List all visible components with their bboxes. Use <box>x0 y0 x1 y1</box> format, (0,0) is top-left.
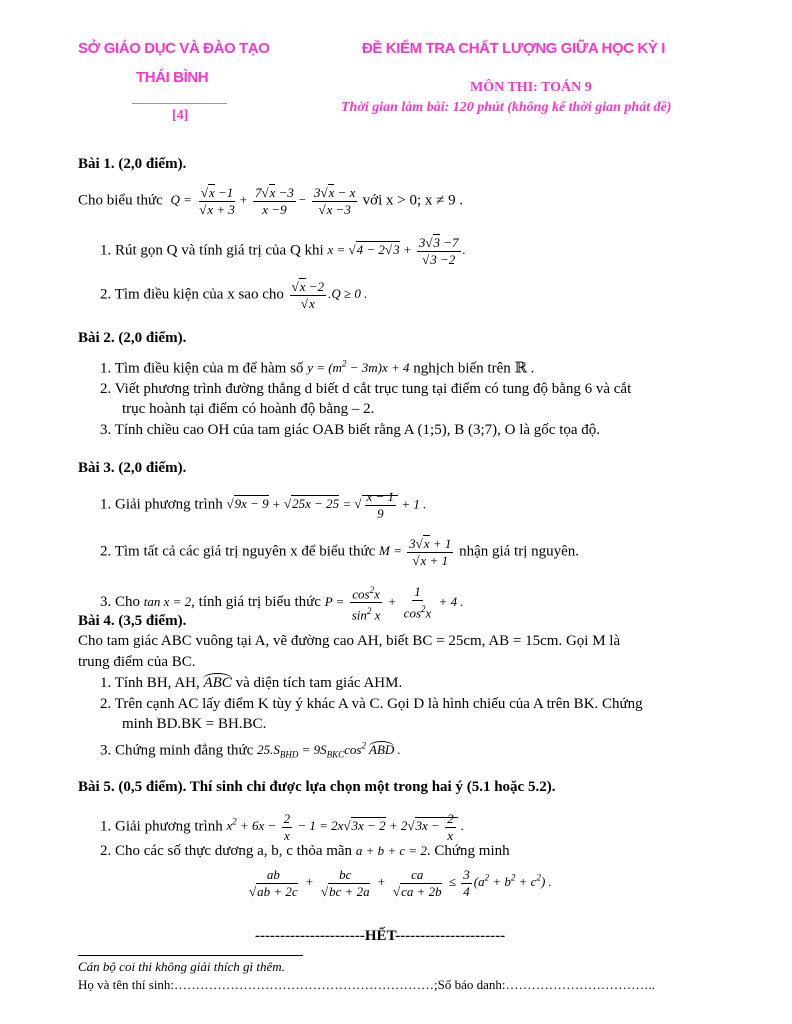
problem-4-item-2b: minh BD.BK = BH.BC. <box>122 716 267 732</box>
problem-2-item-2b: trục hoành tại điểm có hoành độ bằng – 2. <box>122 401 375 417</box>
problem-2-title: Bài 2. (2,0 điểm). <box>78 330 187 346</box>
problem-3-item-1: 1. Giải phương trình √ 9x − 9 + √ 25x − 25 = √ $\frac{x - 1}{9}$ + 1 . <box>100 490 426 521</box>
function-expression: $y = (m^2 - 3m)x + 4$ <box>307 359 410 376</box>
problem-3-item-3: 3. Cho tan x = 2, tính giá trị biểu thức P = $\frac{\cos^2x}{\sin^2 x}$ + $\frac{1}{\cos^2x}$ + 4 . <box>100 584 464 623</box>
angle-abc: ABC <box>203 675 232 691</box>
inequality-2: ab √ ab + 2c + bc √ bc + 2a + ca √ ca + 2b ≤ $\frac{3}{4}$ $(a^2 + b^2 + c^2)$ . <box>245 868 552 899</box>
subject-line: MÔN THI: TOÁN 9 <box>470 80 592 95</box>
problem-1-item-1: 1. Rút gọn Q và tính giá trị của Q khi x = √ 4 − 2√ 3 + 3√ 3 −7 √ 3 −2 . <box>100 236 466 267</box>
exam-title: ĐỀ KIỂM TRA CHẤT LƯỢNG GIỮA HỌC KỲ I <box>362 40 666 57</box>
equation-1: √ 9x − 9 + √ 25x − 25 = √ $\frac{x - 1}{9}$ + 1 . <box>226 495 426 511</box>
problem-5-title: Bài 5. (0,5 điểm). Thí sinh chỉ được lựa chọn một trong hai ý (5.1 hoặc 5.2). <box>78 779 556 795</box>
condition-text: với x > 0; x ≠ 9 . <box>362 192 464 209</box>
department-line-2: THÁI BÌNH <box>136 69 209 86</box>
tan-condition: tan x = 2 <box>143 593 192 609</box>
end-marker: ----------------------HẾT---------------------- <box>255 928 506 944</box>
problem-2-item-2a: 2. Viết phương trình đường thẳng d biết d cắt trục tung tại điểm có tung độ bằng 6 và cắt <box>100 381 632 397</box>
time-line: Thời gian làm bài: 120 phút (không kể thời gian phát đề) <box>341 100 672 115</box>
problem-4-text-1: Cho tam giác ABC vuông tại A, vẽ đường cao AH, biết BC = 25cm, AB = 15cm. Gọi M là <box>78 633 621 649</box>
problem-1-intro <box>78 186 463 217</box>
problem-4-text-2: trung điểm của BC. <box>78 654 196 670</box>
problem-5-item-1: 1. Giải phương trình $x^2 + 6x$ − $\frac{2}{x}$ − 1 = 2x√ 3x − 2 + 2√ 3x − $\frac{2}{x}$ . <box>100 812 464 843</box>
footer-divider <box>78 955 303 956</box>
sum-condition: a + b + c = 2 <box>355 843 427 858</box>
department-line-1: SỞ GIÁO DỤC VÀ ĐÀO TẠO <box>78 40 270 57</box>
intro-text: Cho biểu thức <box>78 192 163 209</box>
problem-2-item-3: 3. Tính chiều cao OH của tam giác OAB biết rằng A (1;5), B (3;7), O là gốc tọa độ. <box>100 422 601 438</box>
proctor-note: Cán bộ coi thi không giải thích gì thêm. <box>78 959 285 974</box>
problem-4-item-1: 1. Tính BH, AH, ABC và diện tích tam giác AHM. <box>100 675 403 691</box>
x-value-expression: x = √ 4 − 2√ 3 + 3√ 3 −7 √ 3 −2 . <box>327 242 465 257</box>
problem-1-title: Bài 1. (2,0 điểm). <box>78 156 187 172</box>
m-expression: M = 3√ x + 1 √ x + 1 <box>379 543 455 558</box>
problem-4-item-3: 3. Chứng minh đẳng thức $25.S_{BHD} = 9S_{BKC}\cos^2$ ABD . <box>100 741 401 760</box>
problem-4-title: Bài 4. (3,5 điểm). <box>78 613 187 629</box>
problem-4-item-2a: 2. Trên cạnh AC lấy điểm K tùy ý khác A và C. Gọi D là hình chiếu của A trên BK. Chứng <box>100 696 643 712</box>
problem-3-title: Bài 3. (2,0 điểm). <box>78 460 187 476</box>
header-divider <box>132 103 227 104</box>
problem-3-item-2: 2. Tìm tất cả các giá trị nguyên x để biểu thức M = 3√ x + 1 √ x + 1 nhận giá trị nguyên. <box>100 537 579 568</box>
problem-2-item-1: 1. Tìm điều kiện của m để hàm số $y = (m^2 - 3m)x + 4$ nghịch biến trên ℝ . <box>100 359 535 377</box>
exam-code: [4] <box>172 108 189 123</box>
identity-expression: $25.S_{BHD} = 9S_{BKC}\cos^2$ ABD . <box>257 741 401 760</box>
problem-5-item-2: 2. Cho các số thực dương a, b, c thỏa mãn a + b + c = 2. Chứng minh <box>100 843 510 859</box>
problem-1-item-2: 2. Tìm điều kiện của x sao cho √ x −2 √ x .Q ≥ 0 . <box>100 280 367 311</box>
equation-2: $x^2 + 6x$ − $\frac{2}{x}$ − 1 = 2x√ 3x − 2 + 2√ 3x − $\frac{2}{x}$ . <box>226 818 464 833</box>
inequality-expression: √ x −2 √ x .Q ≥ 0 . <box>288 286 368 301</box>
p-expression: P = $\frac{\cos^2x}{\sin^2 x}$ + $\frac{1}{\cos^2x}$ + 4 . <box>324 584 464 623</box>
candidate-info-line: Họ và tên thí sinh:……………………………………………………;Số báo danh:…………………………….. <box>78 977 656 992</box>
q-expression: Q = √ x −1 √ x + 3 + $\frac{7√ x -3}{x -9}$ − 3√ x − x √ x −3 <box>171 192 363 207</box>
